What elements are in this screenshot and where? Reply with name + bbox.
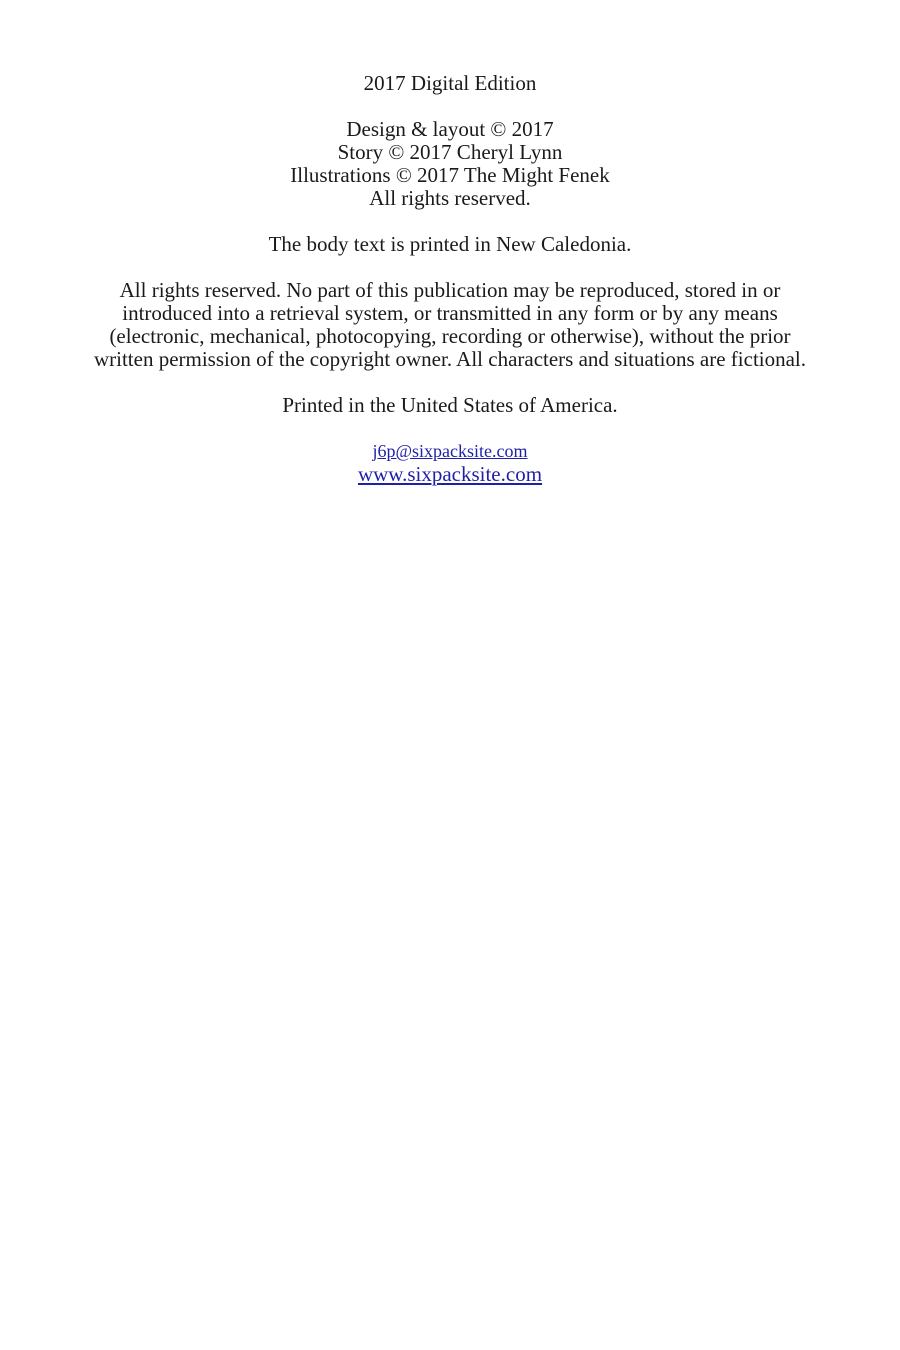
story-credit: Story © 2017 Cheryl Lynn (337, 140, 563, 164)
illustrations-credit: Illustrations © 2017 The Might Fenek (290, 163, 610, 187)
legal-notice (0, 279, 900, 371)
legal-line: (electronic, mechanical, photocopying, recording or otherwise), without the prior (109, 324, 791, 348)
legal-line: written permission of the copyright owner. All characters and situations are fictional. (93, 347, 807, 371)
design-credit: Design & layout © 2017 (346, 117, 554, 141)
rights-reserved: All rights reserved. (369, 186, 531, 210)
printed-in: Printed in the United States of America. (282, 393, 618, 417)
typeface-block (0, 233, 900, 256)
email-link[interactable]: j6p@sixpacksite.com (372, 441, 528, 461)
website-link[interactable]: www.sixpacksite.com (357, 462, 543, 486)
copyright-page (0, 72, 900, 509)
typeface-note: The body text is printed in New Caledonia. (268, 232, 632, 256)
contact-block (0, 440, 900, 486)
credits-block (0, 118, 900, 210)
edition-block (0, 72, 900, 95)
legal-line: introduced into a retrieval system, or transmitted in any form or by any means (122, 301, 778, 325)
legal-line: All rights reserved. No part of this publication may be reproduced, stored in or (119, 278, 781, 302)
printed-in-block (0, 394, 900, 417)
edition-title: 2017 Digital Edition (363, 71, 537, 95)
